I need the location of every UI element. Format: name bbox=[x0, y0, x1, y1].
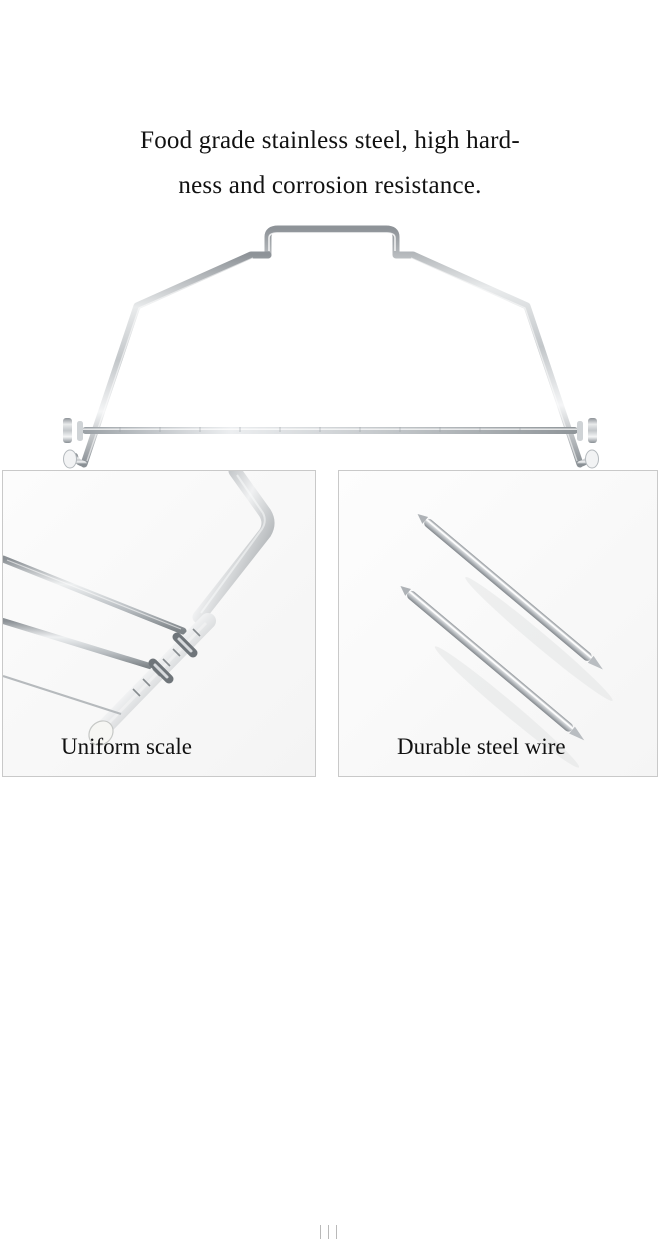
tick-mark-2 bbox=[328, 1225, 329, 1239]
headline-line-2: ness and corrosion resistance. bbox=[178, 172, 482, 199]
scale-closeup-illustration bbox=[3, 471, 315, 776]
panel-caption-durable-steel-wire: Durable steel wire bbox=[397, 734, 566, 759]
detail-panels bbox=[0, 470, 660, 780]
durable-steel-wire-photo bbox=[339, 471, 657, 776]
panel-uniform-scale bbox=[2, 470, 316, 777]
tick-mark-3 bbox=[336, 1225, 337, 1239]
hero-product-photo bbox=[0, 205, 660, 470]
tick-marks bbox=[318, 1225, 340, 1241]
tick-mark-1 bbox=[320, 1225, 321, 1239]
uniform-scale-photo bbox=[3, 471, 315, 776]
panel-caption-uniform-scale: Uniform scale bbox=[61, 734, 192, 759]
steel-wire-closeup-illustration bbox=[339, 471, 657, 776]
cake-leveler-illustration bbox=[0, 205, 660, 470]
panel-durable-steel-wire bbox=[338, 470, 658, 777]
headline-line-1: Food grade stainless steel, high hard- bbox=[140, 127, 520, 154]
headline bbox=[0, 118, 660, 208]
